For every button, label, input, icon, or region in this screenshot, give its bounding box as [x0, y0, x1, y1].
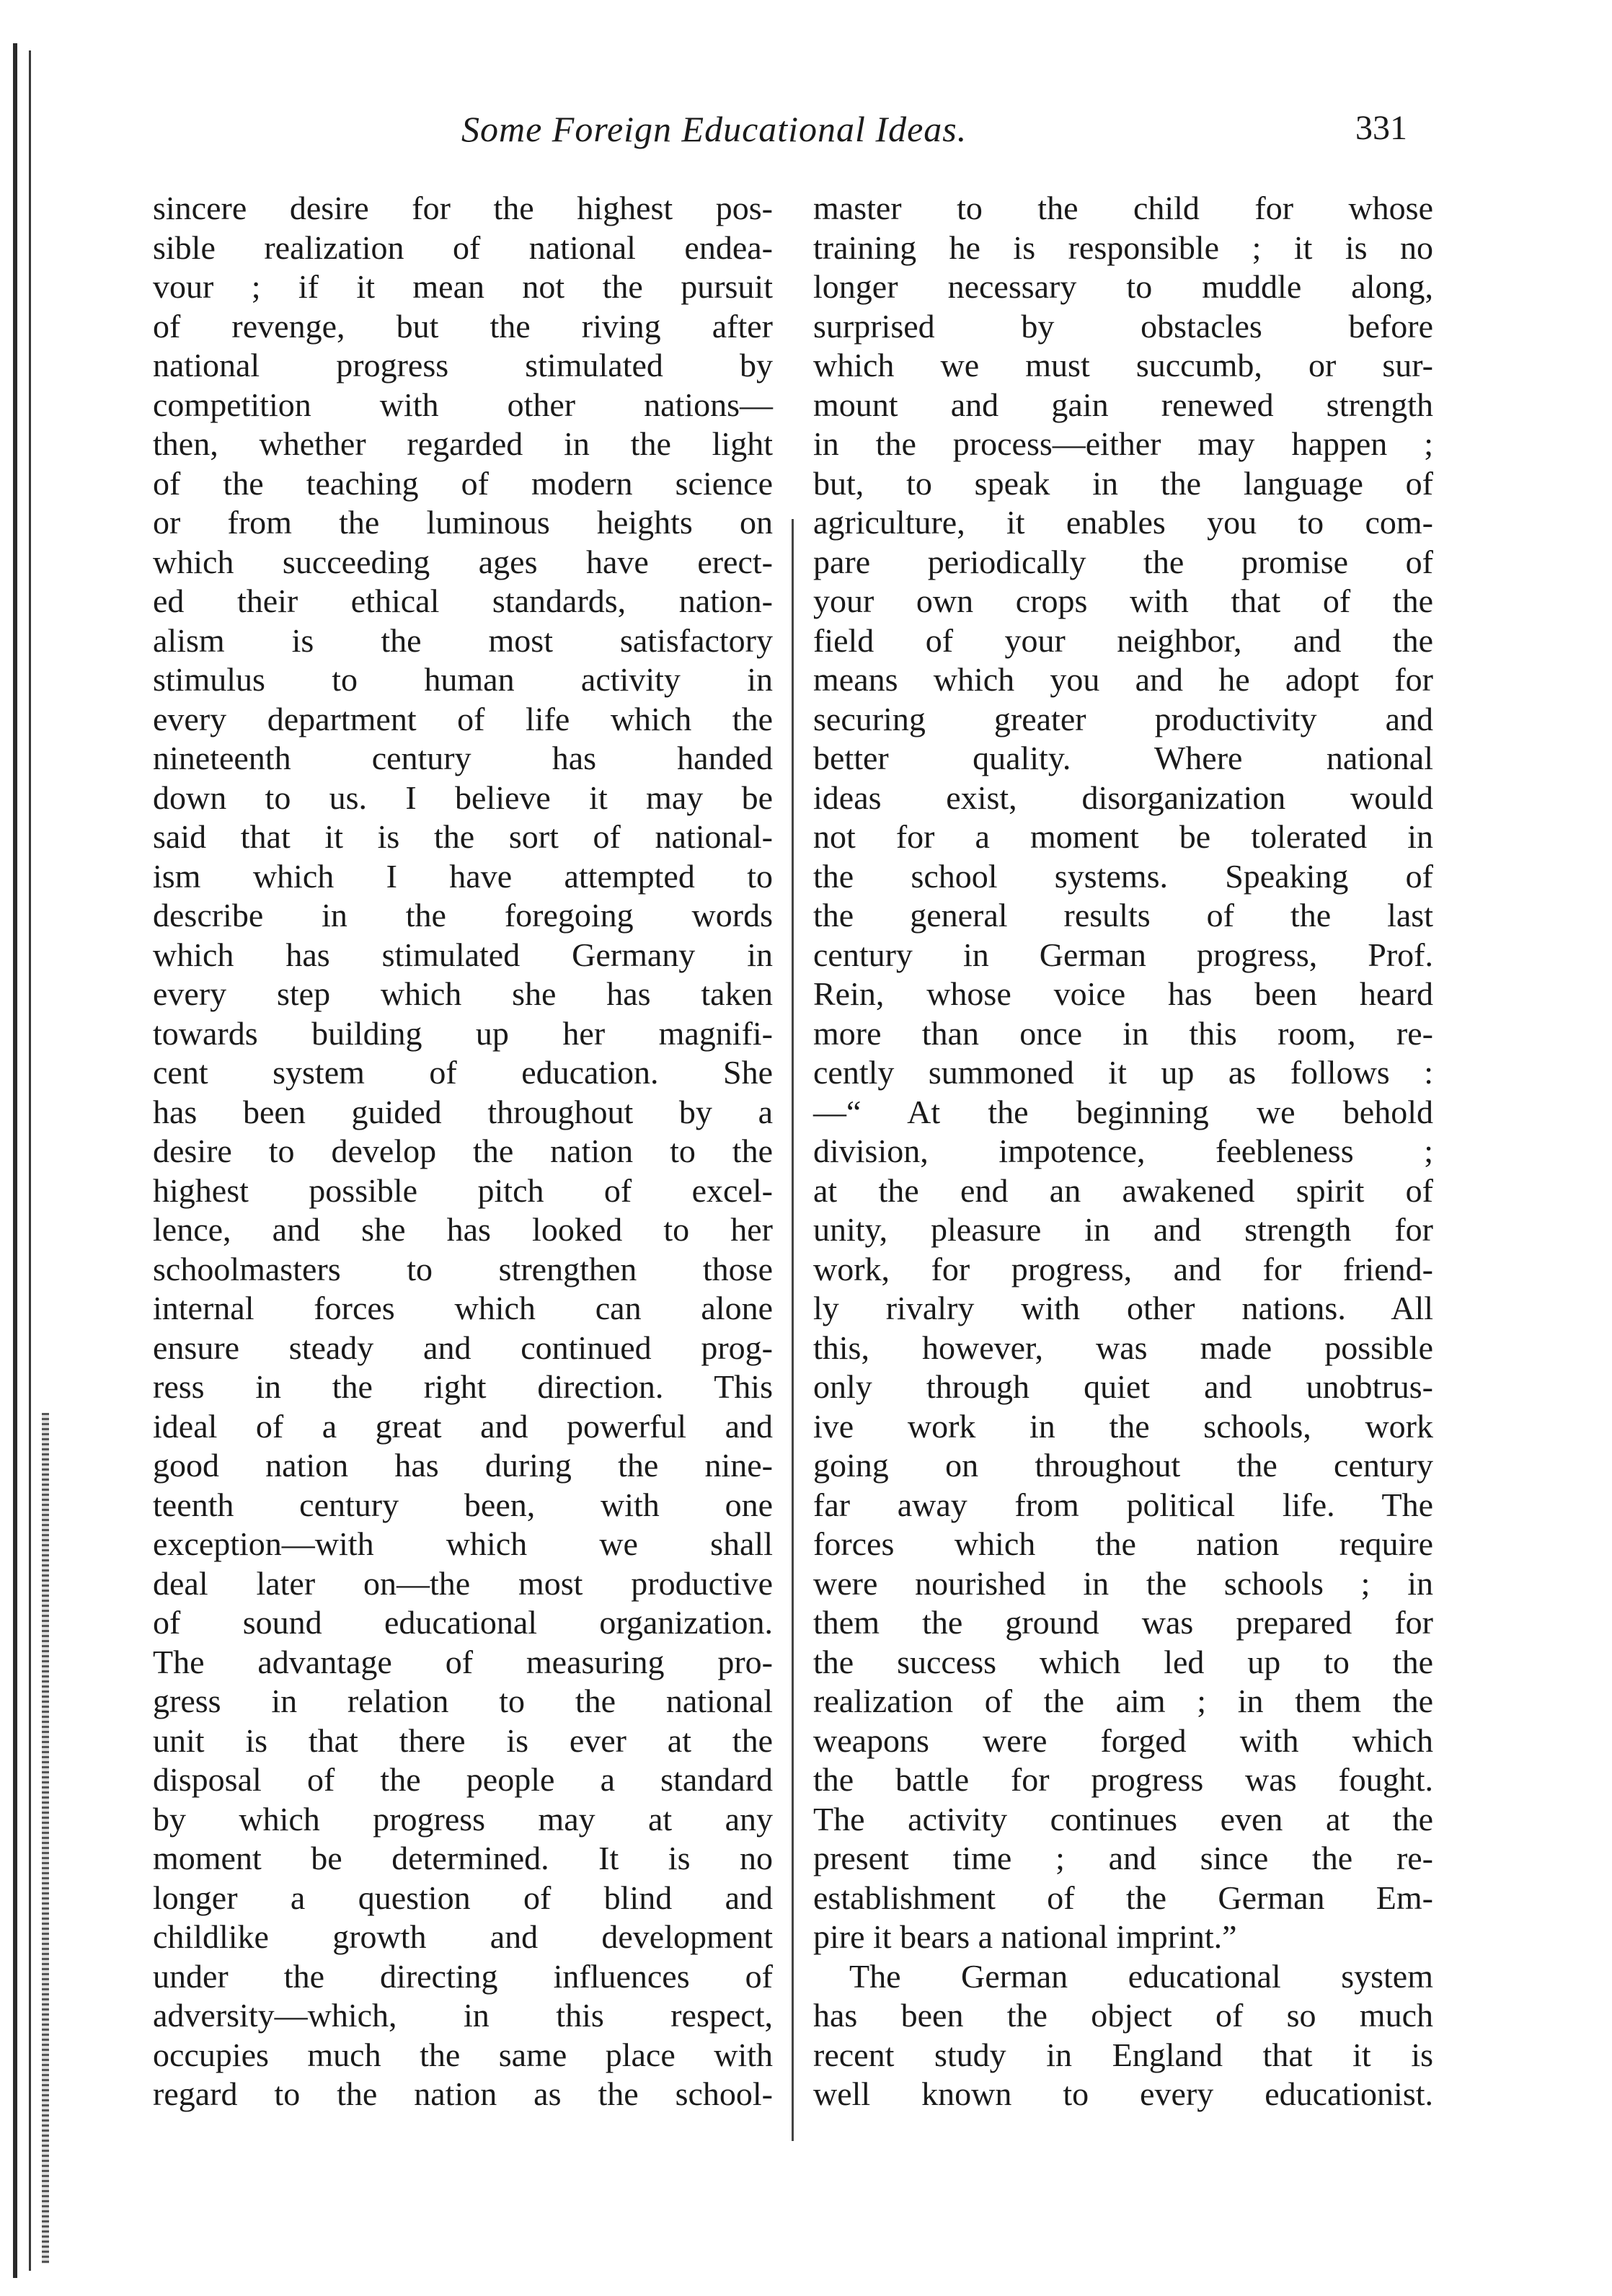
text-line: said that it is the sort of national-	[153, 818, 773, 855]
text-line: mount and gain renewed strength	[813, 386, 1433, 423]
text-line: unit is that there is ever at the	[153, 1721, 773, 1759]
text-line: division, impotence, feebleness ;	[813, 1133, 1433, 1169]
text-line: pire it bears a national imprint.”	[813, 1918, 1237, 1955]
right-text-column	[813, 189, 1433, 2114]
text-line: ideas exist, disorganization would	[813, 779, 1433, 816]
text-line: —“ At the beginning we behold	[813, 1093, 1433, 1130]
text-line: the general results of the last	[813, 897, 1433, 934]
text-line: in the process—either may happen ;	[813, 425, 1433, 462]
text-line: ensure steady and continued prog-	[153, 1329, 773, 1366]
text-line: The German educational system	[849, 1957, 1433, 1995]
text-line: of sound educational organization.	[153, 1604, 773, 1641]
text-line: sible realization of national endea-	[153, 229, 773, 266]
text-line: by which progress may at any	[153, 1800, 773, 1838]
text-line: unity, pleasure in and strength for	[813, 1211, 1433, 1248]
text-line: securing greater productivity and	[813, 700, 1433, 737]
text-line: down to us. I believe it may be	[153, 779, 773, 816]
text-line: were nourished in the schools ; in	[813, 1564, 1433, 1602]
text-line: master to the child for whose	[813, 190, 1433, 226]
text-line: only through quiet and unobtrus-	[813, 1368, 1433, 1405]
page-number: 331	[1355, 109, 1407, 147]
text-line: going on throughout the century	[813, 1447, 1433, 1484]
text-line: competition with other nations—	[153, 386, 773, 423]
text-line: of the teaching of modern science	[153, 464, 773, 502]
text-line: schoolmasters to strengthen those	[153, 1250, 773, 1287]
text-line: the school systems. Speaking of	[813, 857, 1433, 895]
text-line: describe in the foregoing words	[153, 897, 773, 934]
text-line: present time ; and since the re-	[813, 1840, 1433, 1876]
text-line: which we must succumb, or sur-	[813, 347, 1433, 384]
text-line: alism is the most satisfactory	[153, 621, 773, 659]
text-line: moment be determined. It is no	[153, 1840, 773, 1876]
text-line: pare periodically the promise of	[813, 543, 1433, 580]
text-line: realization of the aim ; in them the	[813, 1683, 1433, 1719]
binding-edge	[13, 43, 49, 2278]
text-line: work, for progress, and for friend-	[813, 1250, 1433, 1287]
text-line: means which you and he adopt for	[813, 661, 1433, 698]
text-line: under the directing influences of	[153, 1957, 773, 1995]
text-line: ideal of a great and powerful and	[153, 1407, 773, 1445]
text-line: then, whether regarded in the light	[153, 425, 773, 462]
text-line: every department of life which the	[153, 700, 773, 737]
text-line: occupies much the same place with	[153, 2036, 773, 2073]
text-line: or from the luminous heights on	[153, 504, 773, 541]
text-line: desire to develop the nation to the	[153, 1133, 773, 1169]
text-line: exception—with which we shall	[153, 1525, 773, 1562]
text-line: recent study in England that it is	[813, 2036, 1433, 2073]
text-line: towards building up her magnifi-	[153, 1014, 773, 1052]
text-line: stimulus to human activity in	[153, 661, 773, 698]
text-line: far away from political life. The	[813, 1486, 1433, 1523]
text-line: disposal of the people a standard	[153, 1761, 773, 1798]
text-line: childlike growth and development	[153, 1918, 773, 1955]
text-line: The advantage of measuring pro-	[153, 1643, 773, 1680]
text-line: which has stimulated Germany in	[153, 936, 773, 973]
text-line: agriculture, it enables you to com-	[813, 504, 1433, 541]
text-line: cently summoned it up as follows :	[813, 1054, 1433, 1091]
text-line: teenth century been, with one	[153, 1486, 773, 1523]
text-line: Rein, whose voice has been heard	[813, 975, 1433, 1012]
text-line: deal later on—the most productive	[153, 1564, 773, 1602]
text-line: ress in the right direction. This	[153, 1368, 773, 1405]
text-line: cent system of education. She	[153, 1054, 773, 1091]
text-line: weapons were forged with which	[813, 1721, 1433, 1759]
text-line: century in German progress, Prof.	[813, 936, 1433, 973]
text-line: field of your neighbor, and the	[813, 621, 1433, 659]
text-line: highest possible pitch of excel-	[153, 1171, 773, 1209]
text-line: of revenge, but the riving after	[153, 307, 773, 345]
text-line: good nation has during the nine-	[153, 1447, 773, 1484]
text-line: which succeeding ages have erect-	[153, 543, 773, 580]
left-text-column	[153, 189, 773, 2114]
text-line: at the end an awakened spirit of	[813, 1171, 1433, 1209]
text-line: ive work in the schools, work	[813, 1407, 1433, 1445]
text-line: ed their ethical standards, nation-	[153, 582, 773, 619]
text-line: lence, and she has looked to her	[153, 1211, 773, 1248]
text-line: longer necessary to muddle along,	[813, 268, 1433, 305]
text-line: The activity continues even at the	[813, 1800, 1433, 1838]
text-line: more than once in this room, re-	[813, 1014, 1433, 1052]
text-line: internal forces which can alone	[153, 1290, 773, 1326]
column-divider	[792, 519, 794, 2141]
text-line: regard to the nation as the school-	[153, 2075, 773, 2112]
text-line: sincere desire for the highest pos-	[153, 190, 773, 226]
text-line: has been guided throughout by a	[153, 1093, 773, 1130]
text-line: establishment of the German Em-	[813, 1879, 1433, 1916]
text-line: the battle for progress was fought.	[813, 1761, 1433, 1798]
text-line: this, however, was made possible	[813, 1329, 1433, 1366]
text-line: but, to speak in the language of	[813, 464, 1433, 502]
text-line: national progress stimulated by	[153, 347, 773, 384]
text-line: training he is responsible ; it is no	[813, 229, 1433, 266]
text-line: them the ground was prepared for	[813, 1604, 1433, 1641]
text-line: longer a question of blind and	[153, 1879, 773, 1916]
text-line: ism which I have attempted to	[153, 857, 773, 895]
text-line: nineteenth century has handed	[153, 740, 773, 776]
text-line: adversity—which, in this respect,	[153, 1997, 773, 2034]
text-line: the success which led up to the	[813, 1643, 1433, 1680]
text-line: vour ; if it mean not the pursuit	[153, 268, 773, 305]
text-line: every step which she has taken	[153, 975, 773, 1012]
text-line: surprised by obstacles before	[813, 307, 1433, 345]
text-line: gress in relation to the national	[153, 1683, 773, 1719]
text-line: ly rivalry with other nations. All	[813, 1290, 1433, 1326]
text-line: has been the object of so much	[813, 1997, 1433, 2034]
text-line: your own crops with that of the	[813, 582, 1433, 619]
running-head: Some Foreign Educational Ideas.	[461, 109, 967, 149]
text-line: well known to every educationist.	[813, 2075, 1433, 2112]
text-line: not for a moment be tolerated in	[813, 818, 1433, 855]
text-line: better quality. Where national	[813, 740, 1433, 776]
text-line: forces which the nation require	[813, 1525, 1433, 1562]
